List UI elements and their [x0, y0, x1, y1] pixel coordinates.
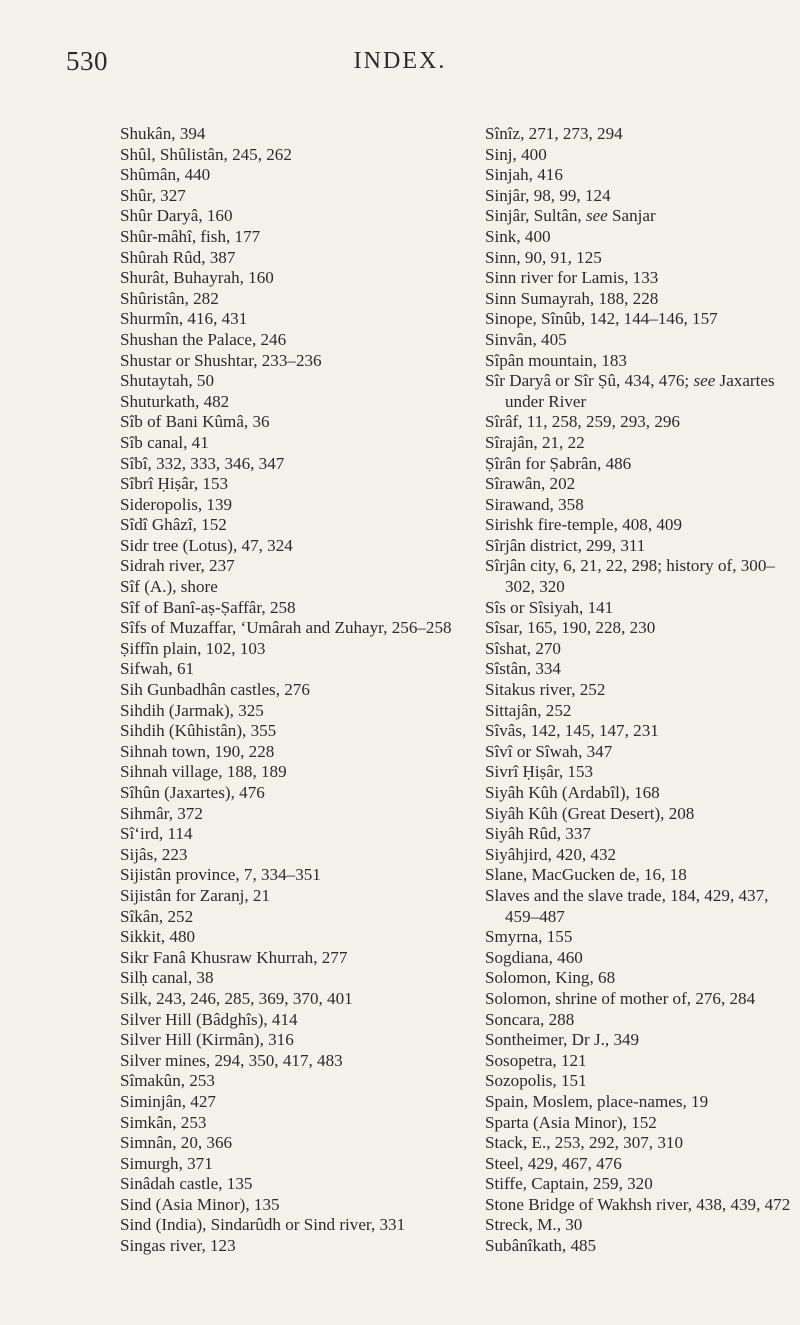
index-entry: Sinvân, 405	[485, 329, 567, 349]
index-entry: Ṣîrân for Ṣabrân, 486	[485, 453, 632, 473]
index-entry: Sîsar, 165, 190, 228, 230	[485, 618, 656, 638]
index-entry: Sinâdah castle, 135	[120, 1174, 253, 1194]
index-entry: Shutaytah, 50	[120, 371, 215, 391]
index-entry: Sogdiana, 460	[485, 947, 583, 967]
index-entry: Sîfs of Muzaffar, ‘Umârah and Zuhayr, 256–258	[120, 618, 452, 638]
index-entry: Sîrawân, 202	[485, 474, 576, 494]
index-entry: Shûl, Shûlistân, 245, 262	[120, 144, 292, 164]
index-entry: Sihnah town, 190, 228	[120, 741, 275, 761]
page-number: 530	[66, 46, 108, 76]
index-entry: Siyâh Kûh (Great Desert), 208	[485, 803, 695, 823]
index-entry: Solomon, King, 68	[485, 968, 616, 988]
index-entry: Shurât, Buhayrah, 160	[120, 268, 274, 288]
index-column-right	[485, 124, 793, 1257]
index-entry: Silver Hill (Bâdghîs), 414	[120, 1009, 298, 1029]
index-entry: Siminjân, 427	[120, 1091, 216, 1111]
index-entry: Slane, MacGucken de, 16, 18	[485, 865, 687, 885]
index-entry: Stack, E., 253, 292, 307, 310	[485, 1133, 683, 1153]
index-entry: Sinn Sumayrah, 188, 228	[485, 288, 659, 308]
index-entry: Sind (India), Sindarûdh or Sind river, 331	[120, 1215, 406, 1235]
running-head: INDEX.	[353, 48, 447, 74]
index-entry: Sîrâf, 11, 258, 259, 293, 296	[485, 412, 680, 432]
index-entry: Shûristân, 282	[120, 288, 219, 308]
index-entry: Sifwah, 61	[120, 659, 195, 679]
index-entry: Shûr Daryâ, 160	[120, 206, 233, 226]
index-entry: Sînîz, 271, 273, 294	[485, 124, 623, 143]
index-entry: Sikr Fanâ Khusraw Khurrah, 277	[120, 947, 348, 967]
index-entry: Sîhûn (Jaxartes), 476	[120, 783, 265, 802]
index-entry: Sinope, Sînûb, 142, 144–146, 157	[485, 309, 718, 329]
index-entry: Sih Gunbadhân castles, 276	[120, 680, 310, 700]
index-entry: Shuturkath, 482	[120, 391, 230, 411]
index-entry: Sîrjân district, 299, 311	[485, 535, 646, 555]
index-entry: Sîf of Banî-aṣ-Ṣaffâr, 258	[120, 597, 296, 617]
index-entry: Siyâh Kûh (Ardabîl), 168	[485, 783, 660, 802]
index-entry: Solomon, shrine of mother of, 276, 284	[485, 988, 756, 1008]
index-entry: Sidr tree (Lotus), 47, 324	[120, 535, 293, 555]
index-entry: Sinn river for Lamis, 133	[485, 268, 659, 288]
index-entry: Sîb of Bani Kûmâ, 36	[120, 412, 270, 432]
index-entry: Sîs or Sîsiyah, 141	[485, 597, 614, 617]
index-entry: Simnân, 20, 366	[120, 1133, 233, 1153]
index-entry: Sind (Asia Minor), 135	[120, 1194, 280, 1214]
index-entry: Sparta (Asia Minor), 152	[485, 1112, 657, 1132]
index-entry: Sî‘ird, 114	[120, 824, 193, 844]
index-entry: Sinj, 400	[485, 144, 547, 164]
index-entry: Sidrah river, 237	[120, 556, 235, 576]
index-entry: Smyrna, 155	[485, 927, 573, 947]
index-entry: Sîbrî Ḥiṣâr, 153	[120, 474, 229, 494]
index-entry: Spain, Moslem, place-names, 19	[485, 1091, 709, 1111]
index-entry: Sink, 400	[485, 226, 551, 246]
index-entry: Sozopolis, 151	[485, 1071, 587, 1091]
index-entry: Siyâhjird, 420, 432	[485, 844, 617, 864]
index-entry: Sikkit, 480	[120, 927, 196, 947]
index-entry: Sîr Daryâ or Sîr Ṣû, 434, 476; see Jaxartes under River	[485, 371, 775, 411]
index-entry: Sîkân, 252	[120, 906, 194, 926]
index-entry: Sirishk fire-temple, 408, 409	[485, 515, 683, 535]
index-entry: Stiffe, Captain, 259, 320	[485, 1174, 653, 1194]
index-entry: Sittajân, 252	[485, 700, 572, 720]
index-entry: Sideropolis, 139	[120, 494, 233, 514]
index-entry: Sinn, 90, 91, 125	[485, 247, 602, 267]
index-entry: Shûrah Rûd, 387	[120, 247, 236, 267]
index-column-left	[120, 124, 462, 1257]
index-entry: Ṣiffîn plain, 102, 103	[120, 638, 266, 658]
index-entry: Shushan the Palace, 246	[120, 329, 287, 349]
index-entry: Simurgh, 371	[120, 1153, 213, 1173]
index-entry: Silver Hill (Kirmân), 316	[120, 1030, 294, 1050]
index-entry: Singas river, 123	[120, 1236, 236, 1256]
index-entry: Shukân, 394	[120, 124, 206, 143]
index-entry: Shûr, 327	[120, 185, 186, 205]
index-entry: Sîf (A.), shore	[120, 577, 218, 597]
index-entry: Sîrajân, 21, 22	[485, 432, 585, 452]
index-entry: Shûr-mâhî, fish, 177	[120, 226, 261, 246]
index-entry: Soncara, 288	[485, 1009, 575, 1029]
index-entry: Sinjah, 416	[485, 165, 563, 185]
index-entry: Sihdih (Jarmak), 325	[120, 700, 264, 720]
index-entry: Sijistân province, 7, 334–351	[120, 865, 321, 885]
index-entry: Shustar or Shushtar, 233–236	[120, 350, 322, 370]
index-entry: Sîvâs, 142, 145, 147, 231	[485, 721, 659, 741]
index-entry: Steel, 429, 467, 476	[485, 1153, 622, 1173]
index-entry: Shurmîn, 416, 431	[120, 309, 248, 329]
index-entry: Sontheimer, Dr J., 349	[485, 1030, 640, 1050]
index-entry: Subânîkath, 485	[485, 1236, 597, 1256]
index-entry: Sitakus river, 252	[485, 680, 606, 700]
index-entry: Sijistân for Zaranj, 21	[120, 885, 271, 905]
index-entry: Sîvî or Sîwah, 347	[485, 741, 613, 761]
index-entry: Sihnah village, 188, 189	[120, 762, 287, 782]
index-entry: Sosopetra, 121	[485, 1050, 587, 1070]
index-entry: Sîdî Ghâzî, 152	[120, 515, 227, 535]
index-entry: Sihdih (Kûhistân), 355	[120, 721, 277, 741]
index-entry: Slaves and the slave trade, 184, 429, 437, 459–487	[485, 885, 769, 926]
index-entry: Sîrjân city, 6, 21, 22, 298; history of, 300–302, 320	[485, 556, 775, 597]
index-entry: Sijâs, 223	[120, 844, 188, 864]
index-entry: Sihmâr, 372	[120, 803, 203, 823]
index-entry: Sîshat, 270	[485, 638, 561, 658]
index-entry: Sîb canal, 41	[120, 432, 209, 452]
index-entry: Sîbî, 332, 333, 346, 347	[120, 453, 285, 473]
index-entry: Sivrî Ḥiṣâr, 153	[485, 762, 594, 782]
index-entry: Stone Bridge of Wakhsh river, 438, 439, 472	[485, 1194, 791, 1214]
index-entry: Sirawand, 358	[485, 494, 584, 514]
index-entry: Sinjâr, Sultân, see Sanjar	[485, 206, 656, 226]
index-entry: Siyâh Rûd, 337	[485, 824, 591, 844]
index-entry: Sîpân mountain, 183	[485, 350, 627, 370]
index-entry: Streck, M., 30	[485, 1215, 583, 1235]
index-entry: Silver mines, 294, 350, 417, 483	[120, 1050, 343, 1070]
index-entry: Sîstân, 334	[485, 659, 561, 679]
index-entry: Simkân, 253	[120, 1112, 207, 1132]
index-entry: Sîmakûn, 253	[120, 1071, 215, 1091]
index-entry: Shûmân, 440	[120, 165, 211, 185]
index-entry: Silḥ canal, 38	[120, 968, 214, 988]
index-entry: Sinjâr, 98, 99, 124	[485, 185, 611, 205]
index-entry: Silk, 243, 246, 285, 369, 370, 401	[120, 988, 353, 1008]
